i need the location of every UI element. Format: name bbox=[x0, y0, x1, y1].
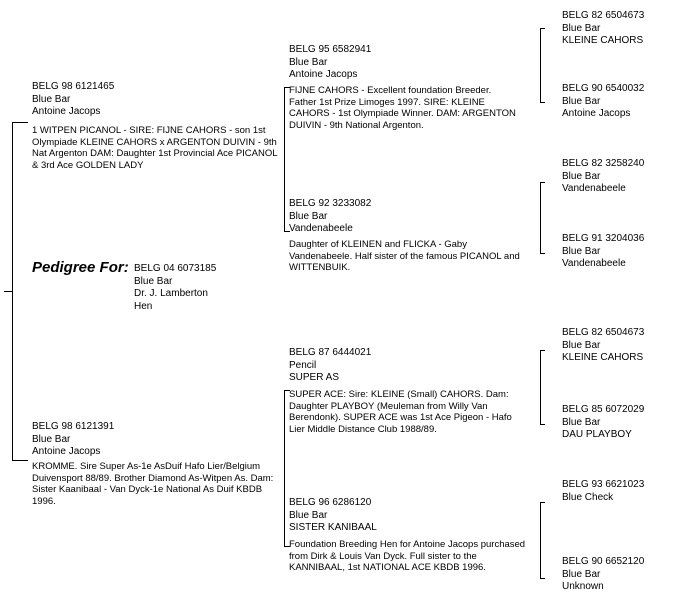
gg-owner: KLEINE CAHORS bbox=[562, 352, 644, 363]
sire-note: 1 WITPEN PICANOL - SIRE: FIJNE CAHORS - son 1st Olympiade KLEINE CAHORS x ARGENTON DUIVIN - 9th Nat Argenton DAM: Daughter 1st Provincial Ace PICANOL & 3rd Ace GOLDEN LADY bbox=[32, 125, 278, 171]
gg-owner: DAU PLAYBOY bbox=[562, 429, 632, 440]
subject-sex: Hen bbox=[134, 300, 153, 312]
subject-bracket-top bbox=[12, 122, 28, 123]
gg-color: Blue Bar bbox=[562, 22, 601, 34]
gg-entry bbox=[562, 404, 644, 442]
subject-block bbox=[134, 263, 216, 313]
sire-owner: Antoine Jacops bbox=[32, 106, 101, 117]
gg-ring: BELG 85 6072029 bbox=[562, 404, 645, 415]
gg-color: Blue Bar bbox=[562, 339, 601, 351]
sire-sire-ring: BELG 95 6582941 bbox=[289, 44, 372, 55]
gg-color: Blue Bar bbox=[562, 245, 601, 257]
subject-ring: BELG 04 6073185 bbox=[134, 263, 217, 274]
subject-bracket-bottom bbox=[12, 460, 28, 461]
sire-dam-ring: BELG 92 3233082 bbox=[289, 198, 372, 209]
sire-bracket-vertical bbox=[284, 87, 285, 231]
pedigree-title: Pedigree For: bbox=[32, 259, 129, 276]
subject-owner: Dr. J. Lamberton bbox=[134, 288, 208, 299]
sire-dam-owner: Vandenabeele bbox=[289, 223, 353, 234]
gg-bracket-2-top bbox=[540, 182, 545, 183]
gg-bracket-4-bottom bbox=[540, 578, 545, 579]
dam-sire-note: SUPER ACE: Sire: KLEINE (Small) CAHORS. Dam: Daughter PLAYBOY (Meuleman from Willy Van Berendonk). SUPER ACE was 1st Ace Pigeon - Hafo Lier Middle Distance Club 1988/89. bbox=[289, 389, 512, 435]
gg-bracket-2-bottom bbox=[540, 253, 545, 254]
dam-owner: Antoine Jacops bbox=[32, 446, 101, 457]
sire-sire-block bbox=[289, 44, 371, 82]
gg-owner: Unknown bbox=[562, 581, 604, 592]
gg-ring: BELG 90 6652120 bbox=[562, 556, 645, 567]
gg-color: Blue Bar bbox=[562, 416, 601, 428]
gg-bracket-3-top bbox=[540, 350, 545, 351]
gg-ring: BELG 90 6540032 bbox=[562, 83, 645, 94]
dam-sire-ring: BELG 87 6444021 bbox=[289, 347, 372, 358]
sire-sire-color: Blue Bar bbox=[289, 56, 328, 68]
sire-dam-note: Daughter of KLEINEN and FLICKA - Gaby Vandenabeele. Half sister of the famous PICANOL and WITTENBUIK. bbox=[289, 239, 520, 273]
dam-color: Blue Bar bbox=[32, 433, 71, 445]
gg-bracket-1-top bbox=[540, 28, 545, 29]
dam-dam-owner: SISTER KANIBAAL bbox=[289, 522, 377, 533]
dam-dam-color: Blue Bar bbox=[289, 509, 328, 521]
dam-sire-block bbox=[289, 347, 371, 385]
dam-sire-owner: SUPER AS bbox=[289, 372, 340, 383]
gg-bracket-1-vertical bbox=[540, 28, 541, 102]
dam-dam-note: Foundation Breeding Hen for Antoine Jacops purchased from Dirk & Louis Van Dyck. Full sister to the KANNIBAAL, 1st NATIONAL ACE KBDB 1996. bbox=[289, 539, 526, 573]
subject-bracket-mid bbox=[4, 291, 13, 292]
gg-ring: BELG 82 6504673 bbox=[562, 10, 645, 21]
gg-entry bbox=[562, 233, 644, 271]
gg-ring: BELG 82 6504673 bbox=[562, 327, 645, 338]
gg-owner: Vandenabeele bbox=[562, 258, 626, 269]
sire-ring: BELG 98 6121465 bbox=[32, 81, 115, 92]
gg-ring: BELG 82 3258240 bbox=[562, 158, 645, 169]
gg-entry bbox=[562, 327, 644, 365]
dam-block bbox=[32, 421, 114, 459]
sire-dam-block bbox=[289, 198, 371, 236]
dam-bracket-vertical bbox=[284, 390, 285, 546]
dam-dam-ring: BELG 96 6286120 bbox=[289, 497, 372, 508]
subject-color: Blue Bar bbox=[134, 275, 173, 287]
sire-dam-color: Blue Bar bbox=[289, 210, 328, 222]
gg-bracket-1-bottom bbox=[540, 102, 545, 103]
gg-bracket-3-vertical bbox=[540, 350, 541, 424]
dam-note: KROMME. Sire Super As-1e AsDuif Hafo Lier/Belgium Duivensport 88/89. Brother Diamond As-Witpen As. Dam: Sister Kaanibaal - Van Dyck-1e National As Duif KBDB 1996. bbox=[32, 461, 274, 507]
dam-sire-color: Pencil bbox=[289, 359, 317, 371]
gg-bracket-4-vertical bbox=[540, 502, 541, 578]
gg-entry bbox=[562, 556, 644, 594]
gg-color: Blue Bar bbox=[562, 568, 601, 580]
sire-color: Blue Bar bbox=[32, 93, 71, 105]
gg-owner: Antoine Jacops bbox=[562, 108, 631, 119]
gg-bracket-3-bottom bbox=[540, 424, 545, 425]
gg-entry bbox=[562, 83, 644, 121]
gg-entry bbox=[562, 479, 644, 504]
gg-bracket-2-vertical bbox=[540, 182, 541, 253]
gg-color: Blue Bar bbox=[562, 170, 601, 182]
gg-entry bbox=[562, 10, 644, 48]
dam-ring: BELG 98 6121391 bbox=[32, 421, 115, 432]
gg-color: Blue Check bbox=[562, 491, 614, 503]
sire-block bbox=[32, 81, 114, 119]
sire-sire-owner: Antoine Jacops bbox=[289, 69, 358, 80]
gg-bracket-4-top bbox=[540, 502, 545, 503]
gg-entry bbox=[562, 158, 644, 196]
sire-sire-note: FIJNE CAHORS - Excellent foundation Breeder. Father 1st Prize Limoges 1997. SIRE: KLEINE CAHORS - 1st Olympiade Winner. DAM: ARGENTON DUIVIN - 9th National Argenton. bbox=[289, 85, 516, 131]
gg-ring: BELG 93 6621023 bbox=[562, 479, 645, 490]
gg-ring: BELG 91 3204036 bbox=[562, 233, 645, 244]
gg-owner: KLEINE CAHORS bbox=[562, 35, 644, 46]
gg-owner: Vandenabeele bbox=[562, 183, 626, 194]
gg-color: Blue Bar bbox=[562, 95, 601, 107]
dam-dam-block bbox=[289, 497, 377, 535]
